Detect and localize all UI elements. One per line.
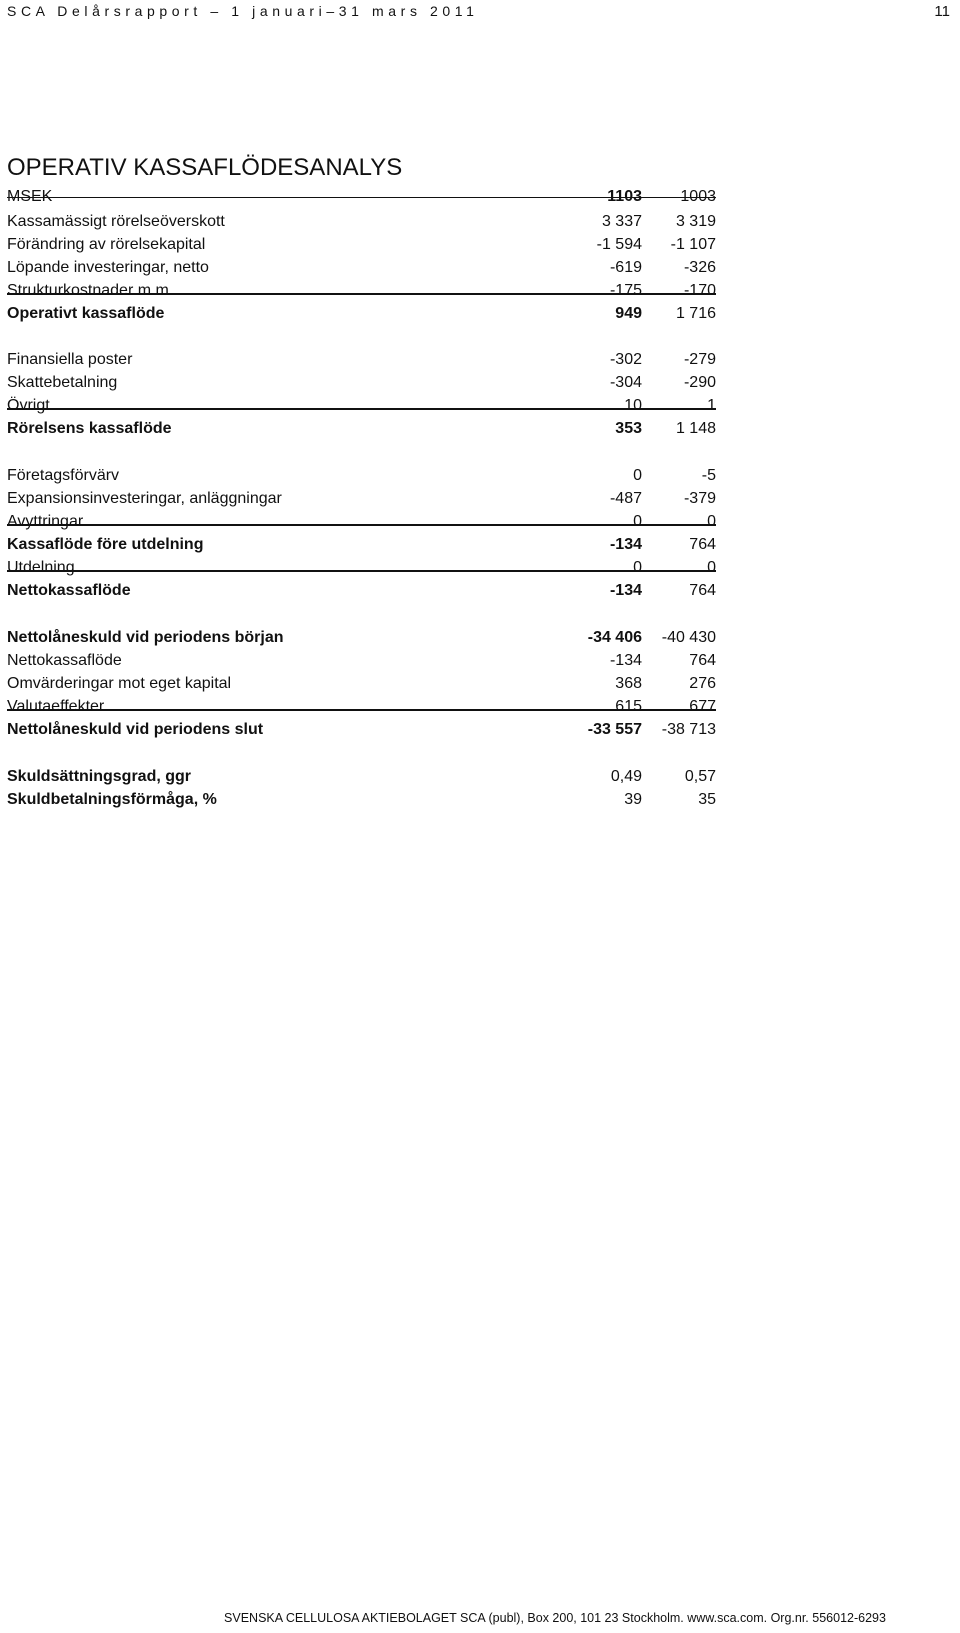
table-row — [0, 233, 724, 256]
row-value-previous: 0 — [707, 559, 716, 576]
row-value-previous: -40 430 — [661, 629, 716, 646]
row-value-previous: 0 — [707, 513, 716, 530]
table-row — [0, 210, 724, 233]
row-label: Finansiella poster — [7, 351, 133, 368]
column-header-previous: 1003 — [680, 188, 716, 205]
page-footer: SVENSKA CELLULOSA AKTIEBOLAGET SCA (publ), Box 200, 101 23 Stockholm. www.sca.com. Org.nr. 556012-6293 — [224, 1611, 886, 1625]
subtotal-rule — [7, 293, 716, 295]
row-label: Expansionsinvesteringar, anläggningar — [7, 490, 282, 507]
row-label: Löpande investeringar, netto — [7, 259, 209, 276]
row-value-previous: -170 — [683, 282, 716, 299]
row-label: Kassaflöde före utdelning — [7, 536, 204, 553]
row-label: Skuldbetalningsförmåga, % — [7, 791, 217, 808]
row-label: Nettokassaflöde — [7, 582, 131, 599]
row-label: Skuldsättningsgrad, ggr — [7, 768, 192, 785]
row-label: Övrigt — [7, 397, 50, 414]
row-label: Avyttringar — [7, 513, 84, 530]
table-row — [0, 371, 724, 394]
table-row — [0, 649, 724, 672]
row-value-current: 3 337 — [601, 213, 642, 230]
page-number: 11 — [934, 3, 950, 20]
table-row — [0, 510, 724, 533]
row-value-current: -304 — [609, 374, 642, 391]
row-value-previous: -5 — [701, 467, 716, 484]
row-value-current: -175 — [609, 282, 642, 299]
row-value-current: -487 — [609, 490, 642, 507]
row-label: Utdelning — [7, 559, 75, 576]
table-row-subtotal — [0, 302, 724, 325]
row-label: Kassamässigt rörelseöverskott — [7, 213, 225, 230]
table-row-subtotal — [0, 417, 724, 440]
subtotal-rule — [7, 408, 716, 410]
row-value-current: 10 — [624, 397, 642, 414]
report-header-title: SCA Delårsrapport – 1 januari–31 mars 2011 — [7, 3, 479, 19]
row-value-current: 0 — [633, 559, 642, 576]
row-value-current: -134 — [609, 582, 642, 599]
unit-label: MSEK — [7, 188, 53, 205]
row-label: Operativt kassaflöde — [7, 305, 165, 322]
row-label: Valutaeffekter — [7, 698, 105, 715]
row-value-previous: -1 107 — [670, 236, 716, 253]
table-row-subtotal — [0, 533, 724, 556]
table-row — [0, 279, 724, 302]
header-rule — [7, 197, 716, 198]
table-row-ratio — [0, 788, 724, 811]
row-value-current: -619 — [609, 259, 642, 276]
row-value-previous: -38 713 — [661, 721, 716, 738]
row-value-previous: 1 — [707, 397, 716, 414]
subtotal-rule — [7, 524, 716, 526]
row-value-previous: 3 319 — [675, 213, 716, 230]
row-label: Företagsförvärv — [7, 467, 120, 484]
table-row — [0, 672, 724, 695]
row-value-previous: 764 — [689, 582, 716, 599]
subtotal-rule — [7, 709, 716, 711]
row-value-current: -134 — [609, 536, 642, 553]
row-value-current: 0 — [633, 467, 642, 484]
row-label: Omvärderingar mot eget kapital — [7, 675, 232, 692]
table-row-subtotal — [0, 579, 724, 602]
row-value-current: -33 557 — [587, 721, 642, 738]
table-row — [0, 394, 724, 417]
row-label: Nettokassaflöde — [7, 652, 122, 669]
row-value-previous: -279 — [683, 351, 716, 368]
table-row-ratio — [0, 765, 724, 788]
row-value-current: 949 — [615, 305, 642, 322]
row-value-current: 368 — [615, 675, 642, 692]
section-title: OPERATIV KASSAFLÖDESANALYS — [7, 154, 403, 181]
row-value-previous: 677 — [689, 698, 716, 715]
column-header-current: 1103 — [607, 188, 642, 205]
row-value-current: -1 594 — [596, 236, 642, 253]
table-row — [0, 348, 724, 371]
row-value-current: -134 — [609, 652, 642, 669]
row-value-current: 0 — [633, 513, 642, 530]
row-value-previous: 764 — [689, 536, 716, 553]
row-label: Rörelsens kassaflöde — [7, 420, 172, 437]
table-row — [0, 556, 724, 579]
row-value-current: -302 — [609, 351, 642, 368]
table-row-subtotal — [0, 626, 724, 649]
row-label: Skattebetalning — [7, 374, 118, 391]
row-value-previous: -379 — [683, 490, 716, 507]
subtotal-rule — [7, 570, 716, 572]
row-value-previous: 276 — [689, 675, 716, 692]
row-value-previous: 0,57 — [684, 768, 716, 785]
table-row-subtotal — [0, 718, 724, 741]
row-label: Förändring av rörelsekapital — [7, 236, 206, 253]
row-value-current: 39 — [624, 791, 642, 808]
table-row — [0, 487, 724, 510]
row-value-current: 353 — [615, 420, 642, 437]
table-row — [0, 256, 724, 279]
row-value-previous: -326 — [683, 259, 716, 276]
row-value-previous: -290 — [683, 374, 716, 391]
table-row — [0, 695, 724, 718]
row-label: Nettolåneskuld vid periodens början — [7, 629, 284, 646]
row-value-previous: 35 — [698, 791, 716, 808]
row-value-previous: 764 — [689, 652, 716, 669]
row-value-current: 615 — [615, 698, 642, 715]
row-value-previous: 1 716 — [675, 305, 716, 322]
row-value-current: 0,49 — [610, 768, 642, 785]
row-value-previous: 1 148 — [675, 420, 716, 437]
table-row — [0, 464, 724, 487]
row-value-current: -34 406 — [587, 629, 642, 646]
row-label: Nettolåneskuld vid periodens slut — [7, 721, 264, 738]
row-label: Strukturkostnader m.m. — [7, 282, 174, 299]
